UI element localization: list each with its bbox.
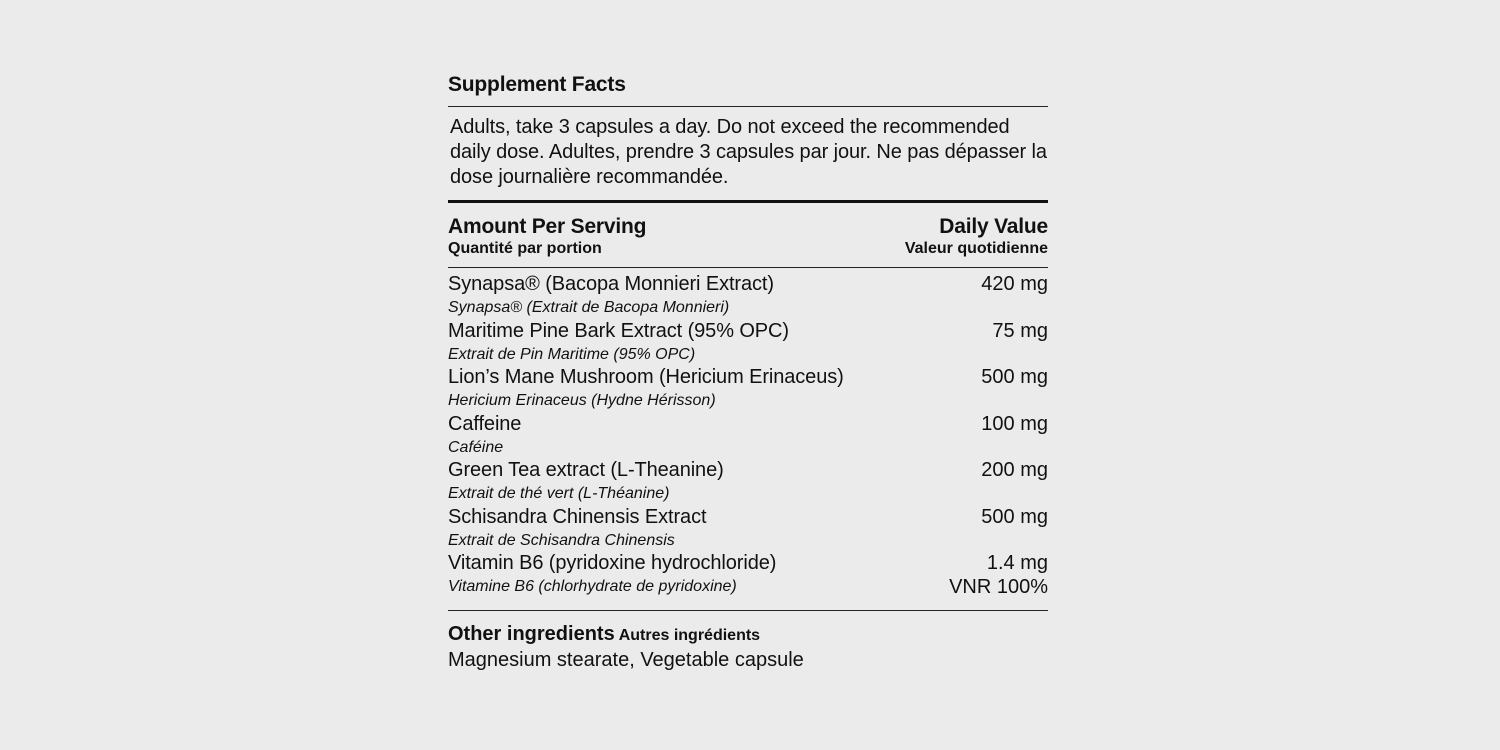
ingredient-name-fr: Vitamine B6 (chlorhydrate de pyridoxine) [448, 578, 737, 595]
ingredient-name-fr: Extrait de thé vert (L-Théanine) [448, 485, 670, 502]
ingredient-name: Schisandra Chinensis Extract [448, 505, 707, 528]
ingredient-row [448, 272, 1048, 319]
ingredient-name: Vitamin B6 (pyridoxine hydrochloride) [448, 552, 777, 574]
divider [448, 267, 1048, 268]
daily-value-header-fr: Valeur quotidienne [904, 240, 1048, 257]
ingredient-row [448, 412, 1048, 459]
ingredient-name: Green Tea extract (L-Theanine) [448, 459, 724, 481]
daily-value-header-en: Daily Value [939, 215, 1048, 238]
ingredient-name-fr: Extrait de Schisandra Chinensis [448, 531, 675, 549]
amount-header-en: Amount Per Serving [448, 215, 647, 238]
divider [448, 106, 1048, 107]
other-ingredients-list: Magnesium stearate, Vegetable capsule [448, 648, 804, 671]
ingredient-amount: 100 mg [981, 412, 1048, 435]
ingredient-name-fr: Synapsa® (Extrait de Bacopa Monnieri) [448, 299, 730, 316]
ingredient-row [448, 365, 1048, 412]
other-ingredients-heading [448, 622, 1048, 648]
ingredient-amount: 75 mg [992, 319, 1048, 342]
ingredient-name: Caffeine [448, 412, 522, 435]
ingredient-name: Maritime Pine Bark Extract (95% OPC) [448, 319, 789, 342]
directions-text: Adults, take 3 capsules a day. Do not exceed the recommended daily dose. Adultes, prendre 3 capsules par jour. Ne pas dépasser la dose journalière recommandée. [450, 116, 1047, 188]
other-ingredients-title: Other ingredients [448, 622, 615, 645]
other-ingredients [448, 622, 1048, 672]
ingredient-amount: 500 mg [981, 505, 1048, 528]
daily-value-header [905, 215, 1048, 259]
ingredient-row [448, 551, 1048, 598]
ingredient-list [448, 272, 1048, 598]
divider [448, 610, 1048, 611]
ingredient-name-fr: Caféine [448, 438, 504, 456]
supplement-facts-panel [448, 72, 1048, 672]
ingredient-amount: 500 mg [981, 366, 1048, 388]
label-title: Supplement Facts [448, 73, 626, 96]
ingredient-amount: 1.4 mg [986, 552, 1048, 574]
ingredient-row [448, 505, 1048, 552]
amount-header [448, 215, 646, 259]
serving-header [448, 215, 1048, 259]
ingredient-nrv: VNR 100% [949, 576, 1048, 598]
ingredient-row [448, 458, 1048, 505]
ingredient-name-fr: Extrait de Pin Maritime (95% OPC) [448, 345, 696, 363]
amount-header-fr: Quantité par portion [448, 240, 602, 257]
ingredient-row [448, 319, 1048, 366]
ingredient-amount: 420 mg [981, 273, 1048, 295]
ingredient-amount: 200 mg [981, 459, 1048, 481]
other-ingredients-title-fr: Autres ingrédients [618, 626, 761, 644]
thick-divider [448, 200, 1048, 203]
ingredient-name: Lion’s Mane Mushroom (Hericium Erinaceus) [448, 366, 844, 388]
ingredient-name: Synapsa® (Bacopa Monnieri Extract) [448, 273, 774, 295]
ingredient-name-fr: Hericium Erinaceus (Hydne Hérisson) [448, 392, 716, 409]
